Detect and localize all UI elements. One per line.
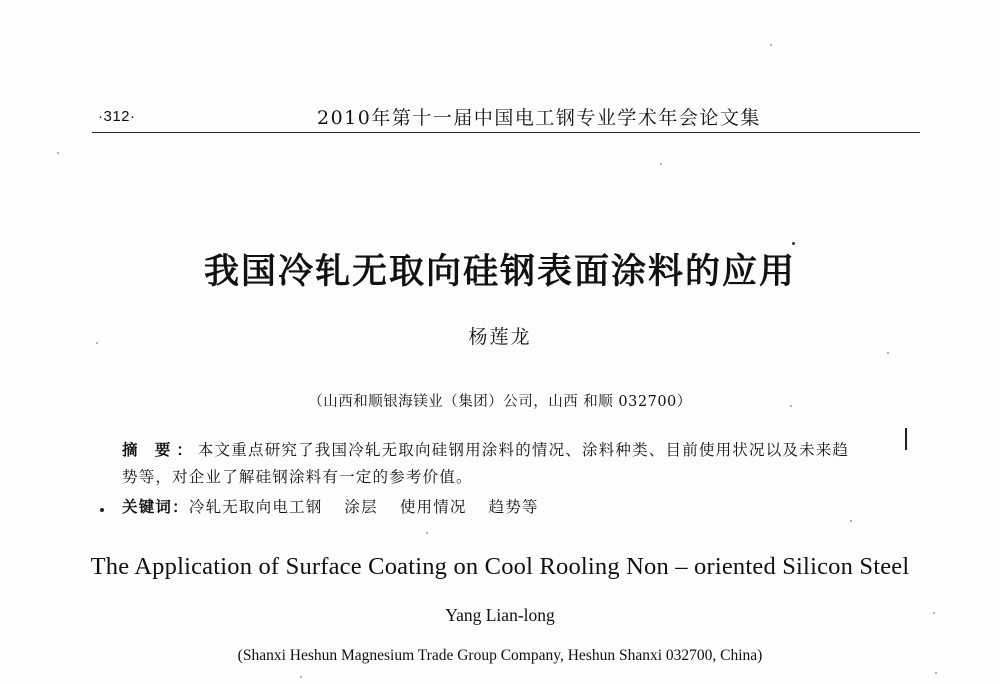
affiliation-en: (Shanxi Heshun Magnesium Trade Group Company, Heshun Shanxi 032700, China)	[237, 647, 763, 664]
scan-speck	[300, 676, 302, 678]
keywords-label: 关键词：	[122, 498, 189, 516]
page-number: ·312·	[98, 108, 136, 125]
scan-speck	[57, 152, 59, 154]
abstract-text-2: 势等，对企业了解硅钢涂料有一定的参考价值。	[122, 468, 473, 486]
running-header-title: 2010年第十一届中国电工钢专业学术年会论文集	[317, 107, 761, 129]
scan-speck	[933, 612, 935, 614]
scan-speck	[426, 532, 428, 534]
abstract-text-1: 本文重点研究了我国冷轧无取向硅钢用涂料的情况、涂料种类、目前使用状况以及未来趋	[197, 441, 850, 459]
keyword: 冷轧无取向电工钢	[188, 498, 323, 516]
author-en: Yang Lian-long	[445, 605, 555, 625]
keyword: 涂层	[344, 498, 378, 516]
scan-speck	[850, 520, 852, 522]
margin-dot	[100, 508, 104, 512]
article-title-en: The Application of Surface Coating on Cool Rooling Non – oriented Silicon Steel	[90, 553, 910, 580]
header-rule	[92, 132, 920, 133]
abstract-label: 摘 要：	[122, 441, 198, 459]
author-zh: 杨莲龙	[468, 326, 532, 348]
scan-speck	[660, 163, 662, 165]
scan-speck	[887, 352, 889, 354]
abstract-line-1	[122, 436, 892, 465]
keyword: 趋势等	[488, 498, 539, 516]
scan-speck	[770, 44, 772, 46]
affiliation-zh: （山西和顺银海镁业（集团）公司，山西 和顺 032700）	[308, 394, 692, 410]
keyword: 使用情况	[399, 498, 467, 516]
margin-mark	[905, 428, 907, 450]
title-speck	[792, 242, 795, 245]
article-title-zh: 我国冷轧无取向硅钢表面涂料的应用	[203, 252, 796, 292]
scan-speck	[96, 342, 98, 344]
scan-speck	[790, 405, 792, 407]
scan-speck	[935, 672, 937, 674]
keywords-line	[122, 495, 561, 517]
